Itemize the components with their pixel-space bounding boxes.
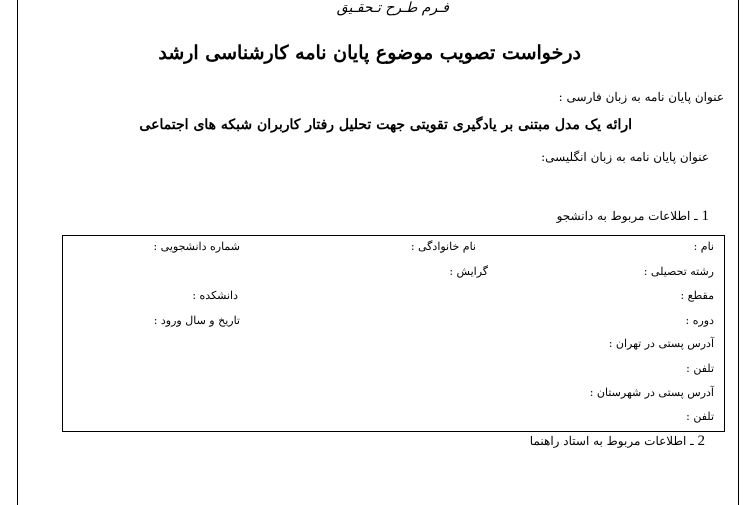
city-address-field-label: آدرس پستی در شهرستان : — [589, 386, 714, 399]
section-label: ـ اطلاعات مربوط به استاد راهنما — [529, 434, 694, 448]
phone-field-label: تلفن : — [686, 362, 714, 375]
persian-title-value: ارائه یک مدل مبتنی بر یادگیری تقویتی جهت تحلیل رفتار کاربران شبکه های اجتماعی — [139, 117, 632, 133]
orientation-field-label: گرایش : — [449, 265, 488, 278]
phone-field-label-2: تلفن : — [686, 410, 714, 423]
form-label: فـرم طـرح تـحقـيق — [336, 0, 449, 16]
student-info-box — [62, 235, 725, 432]
tehran-address-field-label: آدرس پستی در تهران : — [608, 337, 714, 350]
section-student-heading — [557, 208, 709, 225]
student-number-field-label: شماره دانشجویی : — [153, 240, 240, 253]
page-border-left — [17, 0, 18, 505]
major-field-label: رشته تحصیلی : — [643, 265, 714, 278]
page-title: درخواست تصویب موضوع پایان نامه کارشناسی ارشد — [158, 42, 581, 64]
section-label: ـ اطلاعات مربوط به دانشجو — [556, 209, 698, 223]
level-field-label: مقطع : — [680, 289, 714, 302]
english-title-label: عنوان پایان نامه به زبان انگلیسی: — [541, 150, 709, 164]
faculty-field-label: دانشکده : — [192, 289, 238, 302]
page-border-right — [738, 0, 739, 505]
family-name-field-label: نام خانوادگی : — [410, 240, 476, 253]
section-advisor-heading — [530, 433, 705, 450]
term-field-label: دوره : — [685, 314, 714, 327]
name-field-label: نام : — [693, 240, 714, 253]
persian-title-label: عنوان پایان نامه به زبان فارسی : — [558, 90, 724, 104]
section-number: 1 — [701, 208, 709, 224]
section-number: 2 — [697, 433, 705, 449]
entry-date-field-label: تاریخ و سال ورود : — [153, 314, 240, 327]
